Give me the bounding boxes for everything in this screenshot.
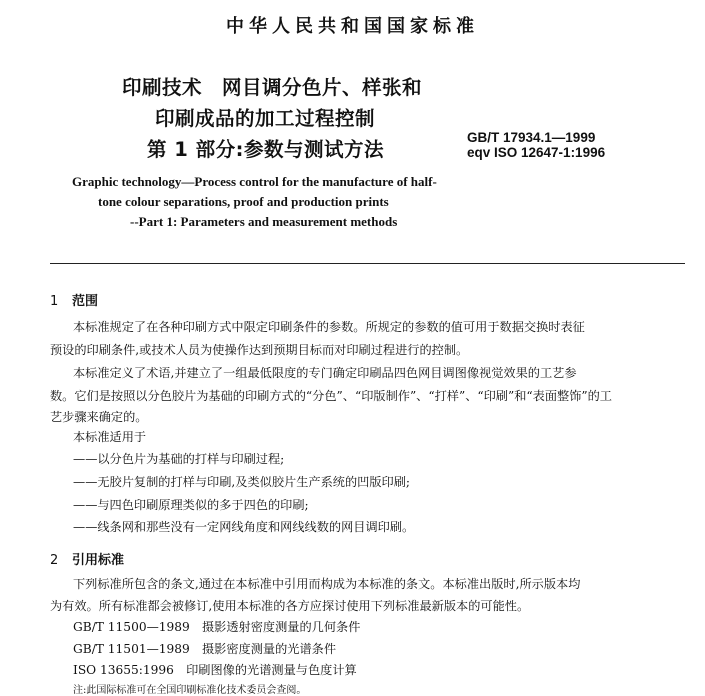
normative-reference-item: GB/T 11501—1989 摄影密度测量的光谱条件 xyxy=(73,642,337,656)
normative-reference-item: GB/T 11500—1989 摄影透射密度测量的几何条件 xyxy=(73,620,361,634)
standard-code xyxy=(467,130,605,160)
section-1-number: 1 xyxy=(50,294,59,309)
normative-reference-item: ISO 13655:1996 印刷图像的光谱测量与色度计算 xyxy=(73,663,357,677)
standard-equivalence: eqv ISO 12647-1:1996 xyxy=(467,145,606,160)
section-2-number: 2 xyxy=(50,553,59,568)
title-en-line-2: tone colour separations, proof and production prints xyxy=(98,194,389,209)
section-2-title: 引用标准 xyxy=(72,553,125,568)
section-1-paragraph-2-line-1: 本标准定义了术语,并建立了一组最低限度的专门确定印刷品四色网目调图像视觉效果的工艺参 xyxy=(73,366,577,380)
title-en-line-1: Graphic technology—Process control for the manufacture of half- xyxy=(72,174,437,189)
section-2-paragraph-line-1: 下列标准所包含的条文,通过在本标准中引用而构成为本标准的条文。本标准出版时,所示版本均 xyxy=(73,577,581,591)
title-cn-line-3: 第 1 部分:参数与测试方法 xyxy=(147,138,384,161)
section-1-list-item: ——无胶片复制的打样与印刷,及类似胶片生产系统的凹版印刷; xyxy=(73,475,411,489)
section-2-heading xyxy=(50,549,124,568)
section-1-paragraph-1-line-2: 预设的印刷条件,或技术人员为使操作达到预期目标而对印刷过程进行的控制。 xyxy=(50,343,469,357)
title-cn-line-1: 印刷技术 网目调分色片、样张和 xyxy=(122,76,423,99)
section-1-applicability-intro: 本标准适用于 xyxy=(73,430,147,444)
section-1-heading xyxy=(50,290,98,309)
title-divider xyxy=(50,263,685,264)
section-1-paragraph-2-line-2: 数。它们是按照以分色胶片为基础的印刷方式的“分色”、“印版制作”、“打样”、“印刷”和“表面整饰”的工 xyxy=(50,389,612,403)
section-1-list-item: ——以分色片为基础的打样与印刷过程; xyxy=(73,452,285,466)
section-1-paragraph-1-line-1: 本标准规定了在各种印刷方式中限定印刷条件的参数。所规定的参数的值可用于数据交换时表征 xyxy=(73,320,585,334)
section-1-list-item: ——与四色印刷原理类似的多于四色的印刷; xyxy=(73,498,309,512)
section-1-list-item: ——线条网和那些没有一定网线角度和网线线数的网目调印刷。 xyxy=(73,520,415,534)
national-standard-header: 中华人民共和国国家标准 xyxy=(226,16,479,37)
section-2-paragraph-line-2: 为有效。所有标准都会被修订,使用本标准的各方应探讨使用下列标准最新版本的可能性。 xyxy=(50,599,530,613)
standard-number: GB/T 17934.1—1999 xyxy=(467,130,596,145)
title-en-line-3: --Part 1: Parameters and measurement methods xyxy=(130,214,398,229)
title-cn-line-2: 印刷成品的加工过程控制 xyxy=(155,107,376,130)
section-1-paragraph-2-line-3: 艺步骤来确定的。 xyxy=(50,410,148,424)
section-1-title: 范围 xyxy=(72,294,99,309)
reference-note: 注:此国际标准可在全国印刷标准化技术委员会查阅。 xyxy=(73,685,307,696)
